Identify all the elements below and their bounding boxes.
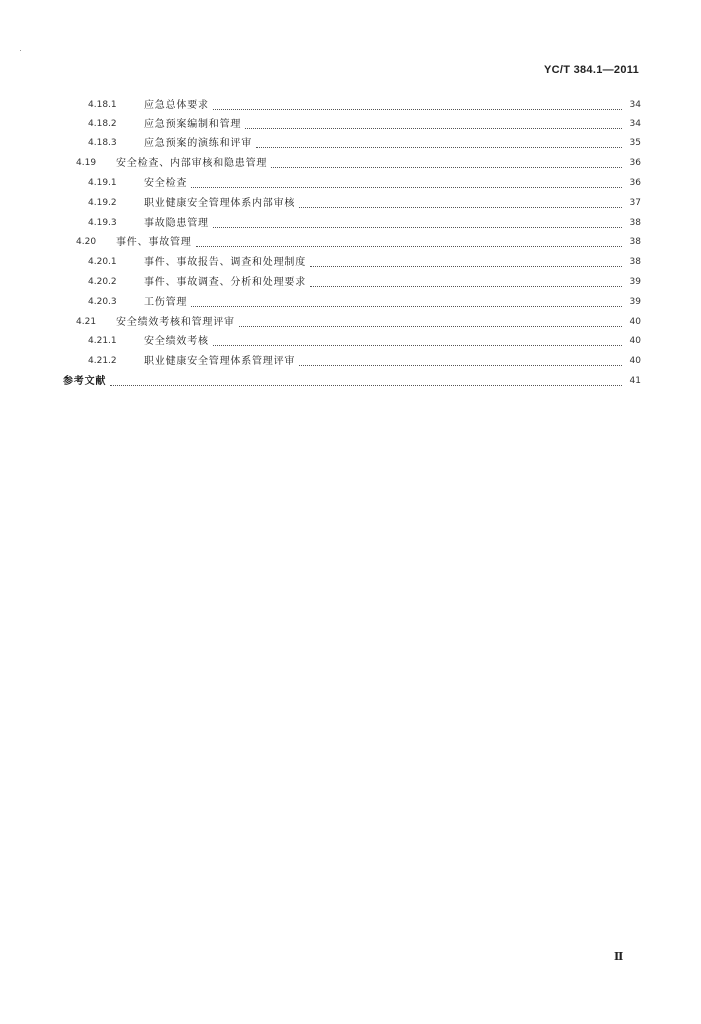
toc-entry-title: 安全检查 — [144, 178, 188, 189]
toc-entry-page: 39 — [629, 297, 641, 307]
dot-leader — [110, 384, 622, 386]
toc-entry-page: 38 — [629, 237, 641, 247]
toc-entry-number: 4.18.3 — [88, 138, 117, 148]
dot-leader — [191, 186, 622, 188]
toc-entry-number: 4.21.2 — [88, 356, 117, 366]
page-number-footer: Ⅱ — [614, 950, 624, 963]
dot-leader — [245, 127, 622, 129]
toc-entry-number: 4.19.2 — [88, 198, 117, 208]
toc-entry-page: 40 — [629, 356, 641, 366]
toc-entry-number: 4.19 — [76, 158, 97, 168]
toc-entry-number: 4.18.1 — [88, 100, 117, 110]
toc-entry-page: 36 — [629, 158, 641, 168]
toc-entry-title: 事件、事故调查、分析和处理要求 — [144, 277, 306, 288]
toc-entry-page: 37 — [629, 198, 641, 208]
toc-entry[interactable] — [63, 372, 641, 391]
toc-entry-number: 4.20.3 — [88, 297, 117, 307]
toc-entry-number: 4.19.1 — [88, 178, 117, 188]
dot-leader — [196, 245, 622, 247]
toc-entry-page: 38 — [629, 218, 641, 228]
toc-entry-title: 事故隐患管理 — [144, 218, 209, 229]
toc-entry-title: 职业健康安全管理体系内部审核 — [144, 198, 296, 209]
toc-entry[interactable] — [88, 352, 641, 371]
toc-entry-number: 4.19.3 — [88, 218, 117, 228]
toc-entry-number: 4.20.1 — [88, 257, 117, 267]
toc-entry[interactable] — [88, 214, 641, 233]
toc-entry-title: 事件、事故管理 — [116, 237, 192, 248]
toc-entry-page: 35 — [629, 138, 641, 148]
toc-entry-title: 参考文献 — [63, 376, 107, 387]
toc-entry[interactable] — [88, 293, 641, 312]
toc-entry[interactable] — [76, 154, 641, 173]
toc-entry-page: 41 — [629, 376, 641, 386]
toc-entry-title: 应急预案编制和管理 — [144, 119, 242, 130]
toc-entry-page: 40 — [629, 336, 641, 346]
toc-entry[interactable] — [88, 273, 641, 292]
toc-entry[interactable] — [88, 194, 641, 213]
toc-entry-number: 4.20 — [76, 237, 97, 247]
scan-speck — [20, 50, 21, 51]
toc-entry[interactable] — [88, 96, 641, 115]
dot-leader — [213, 226, 622, 228]
toc-entry-title: 职业健康安全管理体系管理评审 — [144, 356, 296, 367]
toc-entry-title: 安全检查、内部审核和隐患管理 — [116, 158, 268, 169]
toc-entry-page: 34 — [629, 119, 641, 129]
toc-entry[interactable] — [88, 115, 641, 134]
dot-leader — [213, 108, 622, 110]
toc-entry-page: 38 — [629, 257, 641, 267]
toc-entry-page: 40 — [629, 317, 641, 327]
toc-entry[interactable] — [76, 233, 641, 252]
dot-leader — [256, 146, 622, 148]
toc-entry-page: 34 — [629, 100, 641, 110]
toc-entry[interactable] — [88, 332, 641, 351]
dot-leader — [239, 325, 622, 327]
dot-leader — [299, 364, 622, 366]
toc-entry-number: 4.21.1 — [88, 336, 117, 346]
dot-leader — [310, 285, 622, 287]
toc-entry[interactable] — [88, 174, 641, 193]
toc-entry-title: 安全绩效考核和管理评审 — [116, 317, 235, 328]
dot-leader — [271, 166, 622, 168]
toc-entry-number: 4.20.2 — [88, 277, 117, 287]
toc-entry-title: 应急总体要求 — [144, 100, 209, 111]
toc-entry-number: 4.18.2 — [88, 119, 117, 129]
standard-code-header: YC/T 384.1—2011 — [543, 64, 639, 76]
toc-entry-number: 4.21 — [76, 317, 97, 327]
dot-leader — [191, 305, 622, 307]
toc-entry[interactable] — [88, 253, 641, 272]
toc-entry-title: 应急预案的演练和评审 — [144, 138, 252, 149]
dot-leader — [299, 206, 622, 208]
toc-entry-page: 36 — [629, 178, 641, 188]
toc-entry[interactable] — [76, 313, 641, 332]
dot-leader — [310, 265, 622, 267]
toc-entry[interactable] — [88, 134, 641, 153]
toc-entry-title: 安全绩效考核 — [144, 336, 209, 347]
toc-entry-page: 39 — [629, 277, 641, 287]
dot-leader — [213, 344, 622, 346]
toc-entry-title: 事件、事故报告、调查和处理制度 — [144, 257, 306, 268]
toc-entry-title: 工伤管理 — [144, 297, 188, 308]
